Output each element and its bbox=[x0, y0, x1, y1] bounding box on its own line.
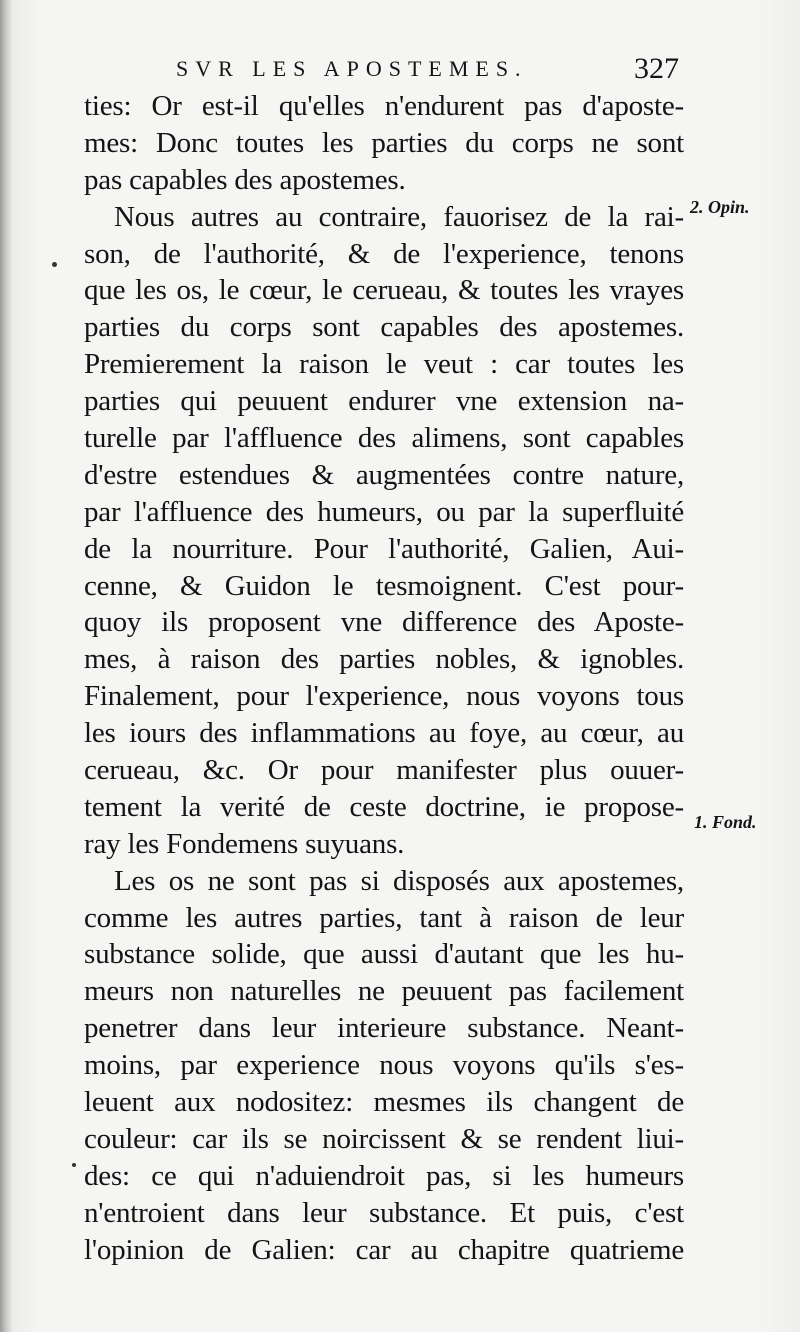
text-line: Finalement, pour l'experience, nous voyons tous bbox=[84, 680, 684, 713]
text-line: parties du corps sont capables des apostemes. bbox=[84, 311, 684, 344]
text-line: mes, à raison des parties nobles, & ignobles. bbox=[84, 643, 684, 676]
text-line: n'entroient dans leur substance. Et puis, c'est bbox=[84, 1196, 684, 1229]
text-line: parties qui peuuent endurer vne extension na- bbox=[84, 385, 684, 418]
text-line: cerueau, &c. Or pour manifester plus ouuer- bbox=[84, 754, 684, 787]
text-line: de la nourriture. Pour l'authorité, Galien, Aui- bbox=[84, 532, 684, 565]
text-line: Premierement la raison le veut : car toutes les bbox=[84, 348, 684, 381]
ink-speck bbox=[72, 1163, 76, 1167]
paragraph-start-line: Nous autres au contraire, fauorisez de la rai- bbox=[114, 200, 684, 233]
text-line: meurs non naturelles ne peuuent pas facilement bbox=[84, 975, 684, 1008]
text-line: d'estre estendues & augmentées contre nature, bbox=[84, 458, 684, 491]
text-line: comme les autres parties, tant à raison de leur bbox=[84, 901, 684, 934]
text-line: couleur: car ils se noircissent & se rendent liui- bbox=[84, 1122, 684, 1155]
page-gutter-shadow bbox=[0, 0, 12, 1332]
text-line: turelle par l'affluence des alimens, sont capables bbox=[84, 422, 684, 455]
ink-speck bbox=[52, 262, 57, 267]
text-line: pas capables des apostemes. bbox=[84, 163, 406, 196]
text-line: les iours des inflammations au foye, au cœur, au bbox=[84, 717, 684, 750]
text-line: tement la verité de ceste doctrine, ie propose- bbox=[84, 790, 684, 823]
text-line: ray les Fondemens suyuans. bbox=[84, 827, 405, 860]
body-text bbox=[84, 88, 684, 1269]
text-line: son, de l'authorité, & de l'experience, tenons bbox=[84, 237, 684, 270]
text-line: leuent aux nodositez: mesmes ils changent de bbox=[84, 1086, 684, 1119]
text-line: quoy ils proposent vne difference des Aposte- bbox=[84, 606, 684, 639]
text-line: moins, par experience nous voyons qu'ils s'es- bbox=[84, 1049, 684, 1082]
text-line: l'opinion de Galien: car au chapitre quatrieme bbox=[84, 1233, 684, 1266]
paragraph-start-line: Les os ne sont pas si disposés aux apostemes, bbox=[114, 864, 684, 897]
text-line: cenne, & Guidon le tesmoignent. C'est pour- bbox=[84, 569, 684, 602]
text-line: ties: Or est-il qu'elles n'endurent pas d'aposte- bbox=[84, 90, 684, 122]
text-line: penetrer dans leur interieure substance. Neant- bbox=[84, 1012, 684, 1045]
margin-note-opinion: 2. Opin. bbox=[690, 197, 750, 217]
running-head: SVR LES APOSTEMES. bbox=[176, 56, 528, 81]
page-number: 327 bbox=[634, 52, 679, 85]
text-line: par l'affluence des humeurs, ou par la superfluité bbox=[84, 495, 684, 528]
text-line: substance solide, que aussi d'autant que les hu- bbox=[84, 938, 684, 971]
margin-note-fondement: 1. Fond. bbox=[694, 812, 757, 832]
text-line: des: ce qui n'aduiendroit pas, si les humeurs bbox=[84, 1159, 684, 1192]
text-line: que les os, le cœur, le cerueau, & toutes les vrayes bbox=[84, 274, 684, 307]
text-line: mes: Donc toutes les parties du corps ne sont bbox=[84, 126, 684, 159]
